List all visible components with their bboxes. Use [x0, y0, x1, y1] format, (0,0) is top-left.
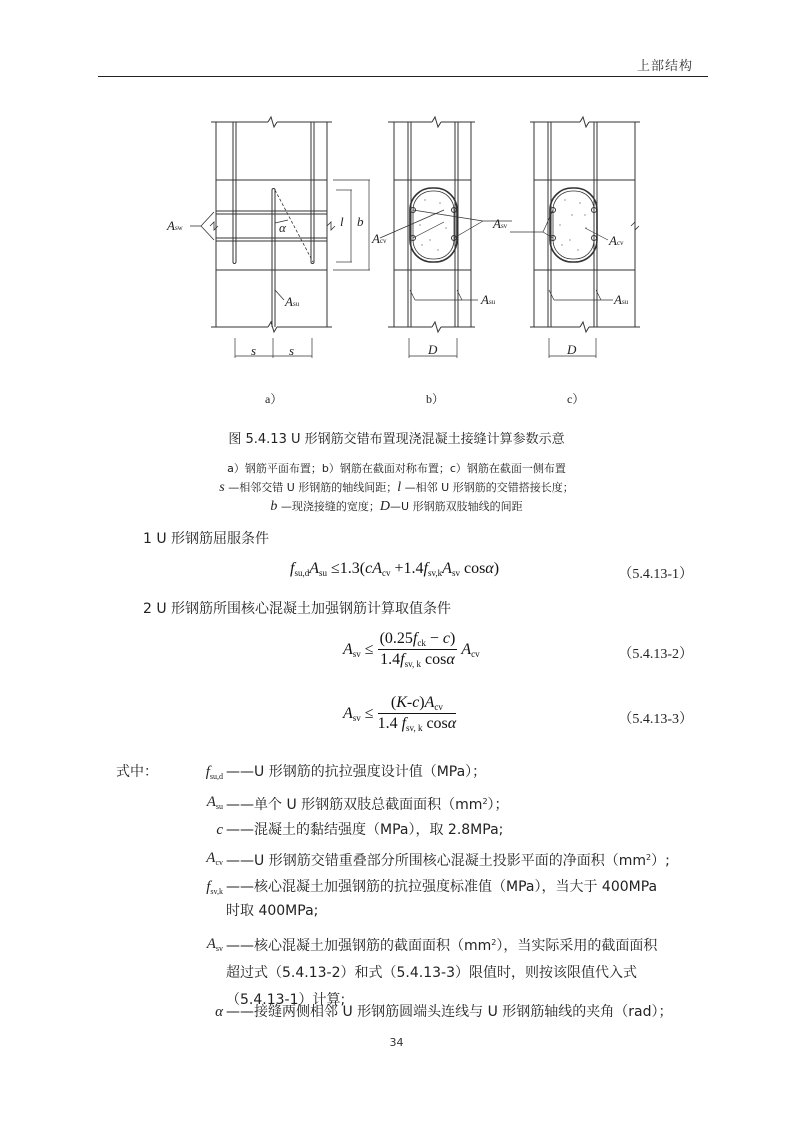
svg-text:Acv: Acv [609, 233, 624, 248]
equation-number-3: （5.4.13-3） [618, 712, 693, 727]
core-concrete-outline [410, 188, 457, 262]
svg-text:Acv: Acv [372, 231, 387, 246]
break-icon [268, 117, 277, 127]
figure-5-4-13-diagram [0, 0, 793, 400]
break-icon [580, 117, 589, 127]
figure-legend-line-2: s —相邻交错 U 形钢筋的轴线间距；l —相邻 U 形钢筋的交错搭接长度； [219, 480, 574, 495]
break-icon [210, 222, 218, 230]
definition-A-sv: $A_{sv}$ ——核心混凝土加强钢筋的截面面积$(mm^2)$，当实际采用的截面面积 超过式（5.4.13-2）和式（5.4.13-3）限值时，则按该限值代入式 （5.4.13-1）计算; [206, 936, 658, 1008]
definition-A-su: $A_{su}$ ——单个 U 形钢筋双肢总截面面积$(mm^2)$； [206, 794, 509, 813]
svg-text:Asu: Asu [481, 292, 496, 307]
break-icon [432, 117, 441, 127]
panel-a-rebar-plan [190, 117, 370, 358]
break-icon [432, 322, 441, 332]
fraction: $\frac{(0.25f_{ck} - c)}{1.4f_{sv, k} \cos\alpha}$ [379, 630, 456, 669]
svg-text:l: l [340, 214, 344, 229]
panel-a-labels [166, 214, 364, 358]
panel-b-concrete-dots [419, 199, 446, 250]
fraction: $\frac{(K-c)A_{cv}}{1.4 f_{sv, k} \cos\alpha}$ [377, 694, 457, 733]
svg-text:Asu: Asu [285, 294, 300, 309]
svg-text:α: α [279, 220, 286, 235]
definitions-intro: 式中： [116, 764, 158, 780]
break-icon [631, 222, 639, 230]
figure-legend-line-3: b —现浇接缝的宽度；D—U 形钢筋双肢轴线的间距 [270, 499, 523, 514]
definition-f-svk: $f_{sv,k}$ ——核心混凝土加强钢筋的抗拉强度标准值（MPa），当大于 400MPa 时取 400MPa; [206, 879, 658, 919]
panel-c-one-side-section [510, 117, 640, 358]
figure-legend-line-1: a）钢筋平面布置；b）钢筋在截面对称布置；c）钢筋在截面一侧布置 [227, 462, 566, 475]
definition-alpha: α ——接缝两侧相邻 U 形钢筋圆端头连线与 U 形钢筋轴线的夹角（rad）； [215, 1004, 673, 1020]
running-header-title: 上部结构 [636, 59, 693, 74]
panel-c-concrete-dots [559, 199, 586, 250]
equation-number-2: （5.4.13-2） [618, 647, 693, 662]
equation-5-4-13-2: $A_{sv}$ ≤ $\frac{(0.25f_{ck} - c)}{1.4f_{sv, k} \cos\alpha}$ $A_{cv}$ [343, 630, 480, 669]
equation-5-4-13-3: $A_{sv}$ ≤ $\frac{(K-c)A_{cv}}{1.4 f_{sv, k} \cos\alpha}$ [343, 694, 457, 733]
svg-text:D: D [428, 342, 438, 357]
clause-1-heading: 1 U 形钢筋屈服条件 [143, 531, 270, 547]
break-icon [327, 222, 335, 230]
definition-f-sud: $f_{su,d}$ ——U 形钢筋的抗拉强度设计值（MPa）； [205, 764, 487, 781]
svg-text:D: D [567, 342, 577, 357]
equation-number-1: （5.4.13-1） [618, 567, 693, 582]
definition-A-cv: $A_{cv}$ ——U 形钢筋交错重叠部分所围核心混凝土投影平面的净面积$(mm^2)$; [206, 850, 670, 869]
panel-b-label: b） [426, 392, 445, 406]
definition-c: c ——混凝土的黏结强度（MPa），取 2.8MPa; [216, 822, 504, 838]
panel-c-label: c） [567, 392, 585, 406]
svg-text:s: s [251, 343, 257, 358]
panel-a-label: a） [265, 392, 283, 406]
equation-5-4-13-1: $f_{su,d}A_{su} \le 1.3(cA_{cv} +1.4f_{sv,k}A_{sv}$ cosα) [290, 560, 500, 578]
break-icon [580, 322, 589, 332]
figure-caption: 图 5.4.13 U 形钢筋交错布置现浇混凝土接缝计算参数示意 [228, 432, 565, 447]
panel-b-labels [371, 216, 508, 357]
page-number: 34 [389, 1036, 404, 1049]
svg-text:Asu: Asu [614, 292, 629, 307]
svg-text:Asw: Asw [167, 218, 183, 233]
panel-b-symmetric-section [380, 117, 512, 358]
svg-text:b: b [357, 214, 364, 229]
svg-text:Asv: Asv [493, 216, 508, 231]
clause-2-heading: 2 U 形钢筋所围核心混凝土加强钢筋计算取值条件 [143, 601, 452, 617]
svg-text:s: s [289, 343, 295, 358]
